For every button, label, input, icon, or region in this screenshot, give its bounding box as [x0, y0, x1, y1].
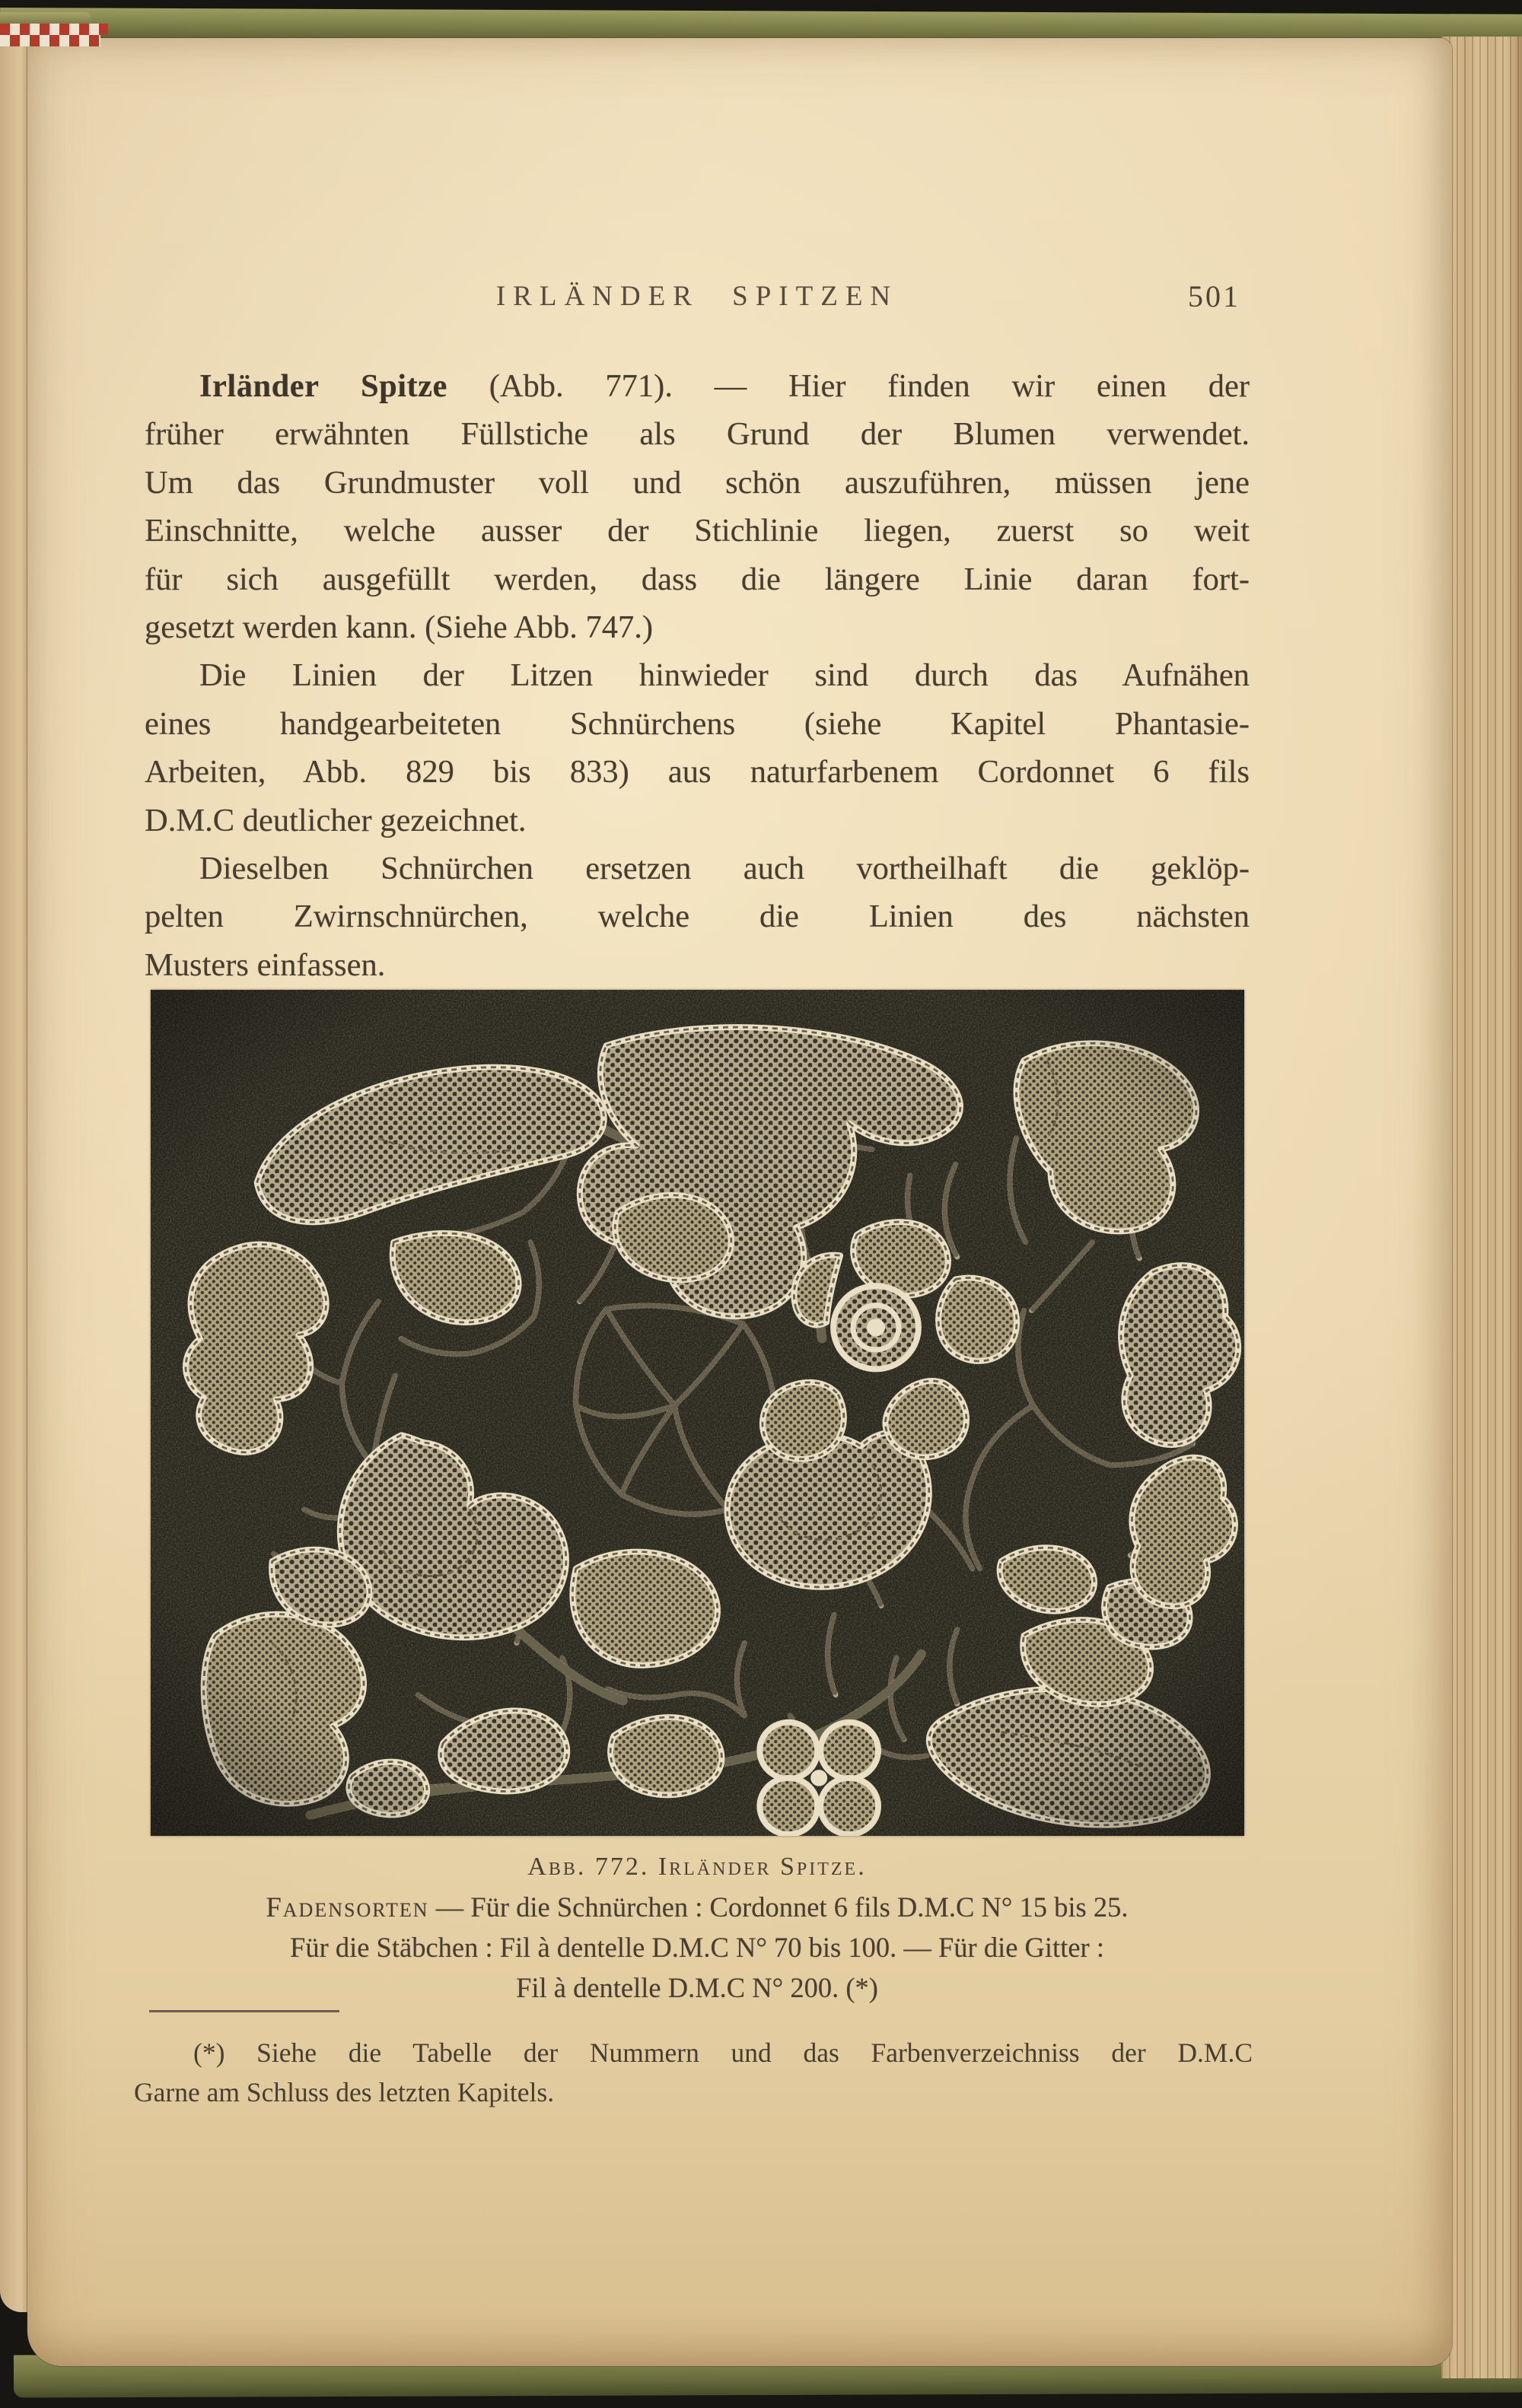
text-line: Dieselben Schnürchen ersetzen auch vortheilhaft die geklöp-: [199, 850, 1250, 886]
materials-line: [145, 1887, 1250, 1927]
text-line: Die Linien der Litzen hinwieder sind durch das Aufnähen: [199, 657, 1250, 694]
materials-line: Fil à dentelle D.M.C N° 200. (*): [516, 1972, 878, 2003]
text-line: für sich ausgefüllt werden, dass die längere Linie daran fort-: [145, 561, 1250, 597]
materials-line: Für die Stäbchen : Fil à dentelle D.M.C N° 70 bis 100. — Für die Gitter :: [290, 1932, 1104, 1963]
headband-cloth: [0, 12, 91, 24]
headband-checker-row: [0, 24, 108, 35]
footnote-line: (*) Siehe die Tabelle der Nummern und das Farbenverzeichniss der D.M.C: [193, 2037, 1253, 2068]
text-span: — Für die Schnürchen : Cordonnet 6 fils D.M.C N° 15 bis 25.: [428, 1891, 1129, 1923]
page-number: 501: [1188, 279, 1240, 313]
lace-figure: [151, 990, 1244, 1836]
headband: [0, 12, 108, 47]
text-line: früher erwähnten Füllstiche als Grund der Blumen verwendet.: [145, 416, 1250, 453]
running-head-title: IRLÄNDER SPITZEN: [495, 281, 899, 312]
text-line: D.M.C deutlicher gezeichnet.: [145, 802, 527, 838]
paragraph-lead: Irländer Spitze: [199, 368, 447, 404]
text-line: eines handgearbeiteten Schnürchens (siehe Kapitel Phantasie-: [145, 705, 1250, 742]
text-line: pelten Zwirnschnürchen, welche die Linien des nächsten: [145, 899, 1250, 935]
figure-caption: Abb. 772. Irländer Spitze.: [527, 1853, 867, 1881]
text-line: Arbeiten, Abb. 829 bis 833) aus naturfarbenem Cordonnet 6 fils: [145, 754, 1250, 790]
footnote: [134, 2033, 1253, 2112]
book-page: [27, 38, 1452, 2366]
headband-checker-row: [0, 35, 100, 46]
running-head: [145, 280, 1250, 320]
page-edge-stack: [1441, 37, 1522, 2378]
text-line: [145, 362, 1250, 410]
text-line: Um das Grundmuster voll und schön auszuführen, müssen jene: [145, 464, 1250, 501]
footnote-rule: [149, 2010, 339, 2012]
text-line: Musters einfassen.: [145, 946, 386, 983]
text-line: Einschnitte, welche ausser der Stichlinie liegen, zuerst so weit: [145, 513, 1250, 549]
materials-note: [145, 1887, 1250, 2008]
lace-illustration: [151, 990, 1244, 1836]
footnote-line: Garne am Schluss des letzten Kapitels.: [134, 2077, 555, 2107]
text-line: gesetzt werden kann. (Siehe Abb. 747.): [145, 609, 654, 645]
materials-label: Fadensorten: [266, 1891, 429, 1923]
body-text: [145, 362, 1250, 989]
text-span: (Abb. 771). — Hier finden wir einen der: [489, 368, 1250, 404]
